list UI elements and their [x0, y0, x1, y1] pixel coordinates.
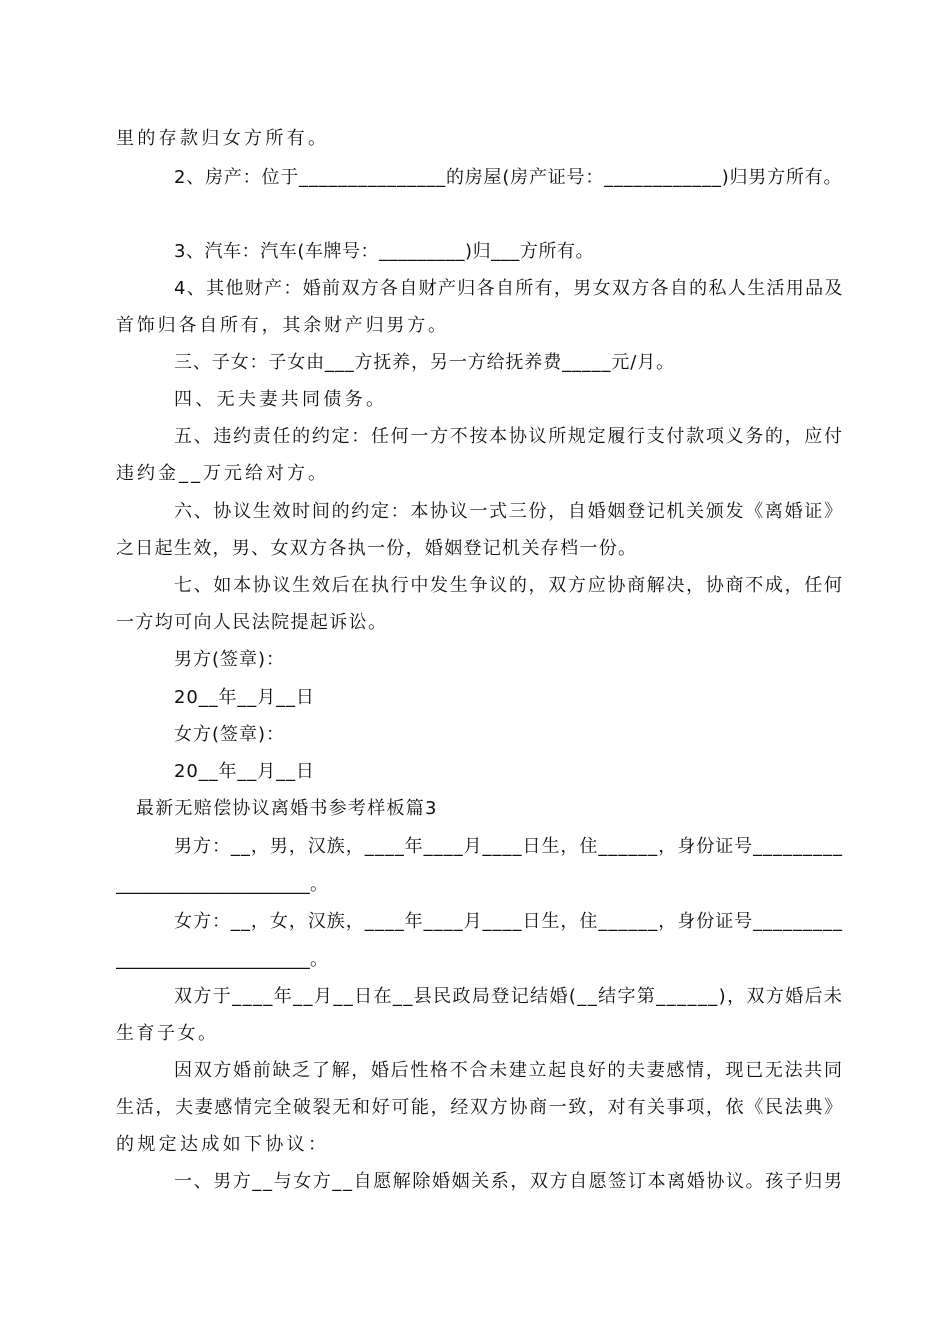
text-line: 的规定达成如下协议：: [116, 1134, 330, 1155]
text-line: 七、如本协议生效后在执行中发生争议的，双方应协商解决，协商不成，任何: [174, 575, 844, 596]
text-line: 男方(签章)：: [174, 649, 286, 670]
text-line: 20__年__月__日: [174, 687, 315, 708]
text-line: 里的存款归女方所有。: [116, 128, 330, 149]
section-heading: 最新无赔偿协议离婚书参考样板篇3: [136, 798, 438, 819]
text-line: 女方：__，女，汉族，____年____月____日生，住______，身份证号_________: [174, 911, 843, 932]
text-line: 六、协议生效时间的约定：本协议一式三份，自婚姻登记机关颁发《离婚证》: [174, 501, 844, 522]
text-line: 之日起生效，男、女双方各执一份，婚姻登记机关存档一份。: [116, 538, 638, 559]
text-line: 首饰归各自所有，其余财产归男方。: [116, 315, 449, 336]
text-line: 违约金__万元给对方。: [116, 463, 329, 484]
text-line: 生活，夫妻感情完全破裂无和好可能，经双方协商一致，对有关事项，依《民法典》: [116, 1097, 844, 1118]
text-line: 生育子女。: [116, 1023, 219, 1044]
text-line: _____________________。: [116, 949, 329, 970]
text-line: _____________________。: [116, 874, 329, 895]
text-line: 五、违约责任的约定：任何一方不按本协议所规定履行支付款项义务的，应付: [174, 426, 844, 447]
text-line: 一、男方__与女方__自愿解除婚姻关系，双方自愿签订本离婚协议。孩子归男: [174, 1171, 844, 1192]
text-line: 2、房产：位于_______________的房屋(房产证号：____________)归男方所有。: [174, 167, 843, 188]
text-line: 双方于____年__月__日在__县民政局登记结婚(__结字第______)，双方婚后未: [174, 986, 844, 1007]
text-line: 三、子女：子女由___方抚养，另一方给抚养费_____元/月。: [174, 352, 675, 373]
text-line: 女方(签章)：: [174, 724, 286, 745]
text-line: 四、无夫妻共同债务。: [174, 389, 388, 410]
text-line: 一方均可向人民法院提起诉讼。: [116, 612, 388, 633]
text-line: 4、其他财产：婚前双方各自财产归各自所有，男女双方各自的私人生活用品及: [174, 278, 844, 299]
text-line: 20__年__月__日: [174, 761, 315, 782]
text-line: 因双方婚前缺乏了解，婚后性格不合未建立起良好的夫妻感情，现已无法共同: [174, 1060, 844, 1081]
text-line: 男方：__，男，汉族，____年____月____日生，住______，身份证号_________: [174, 836, 843, 857]
text-line: 3、汽车：汽车(车牌号：_________)归___方所有。: [174, 241, 595, 262]
